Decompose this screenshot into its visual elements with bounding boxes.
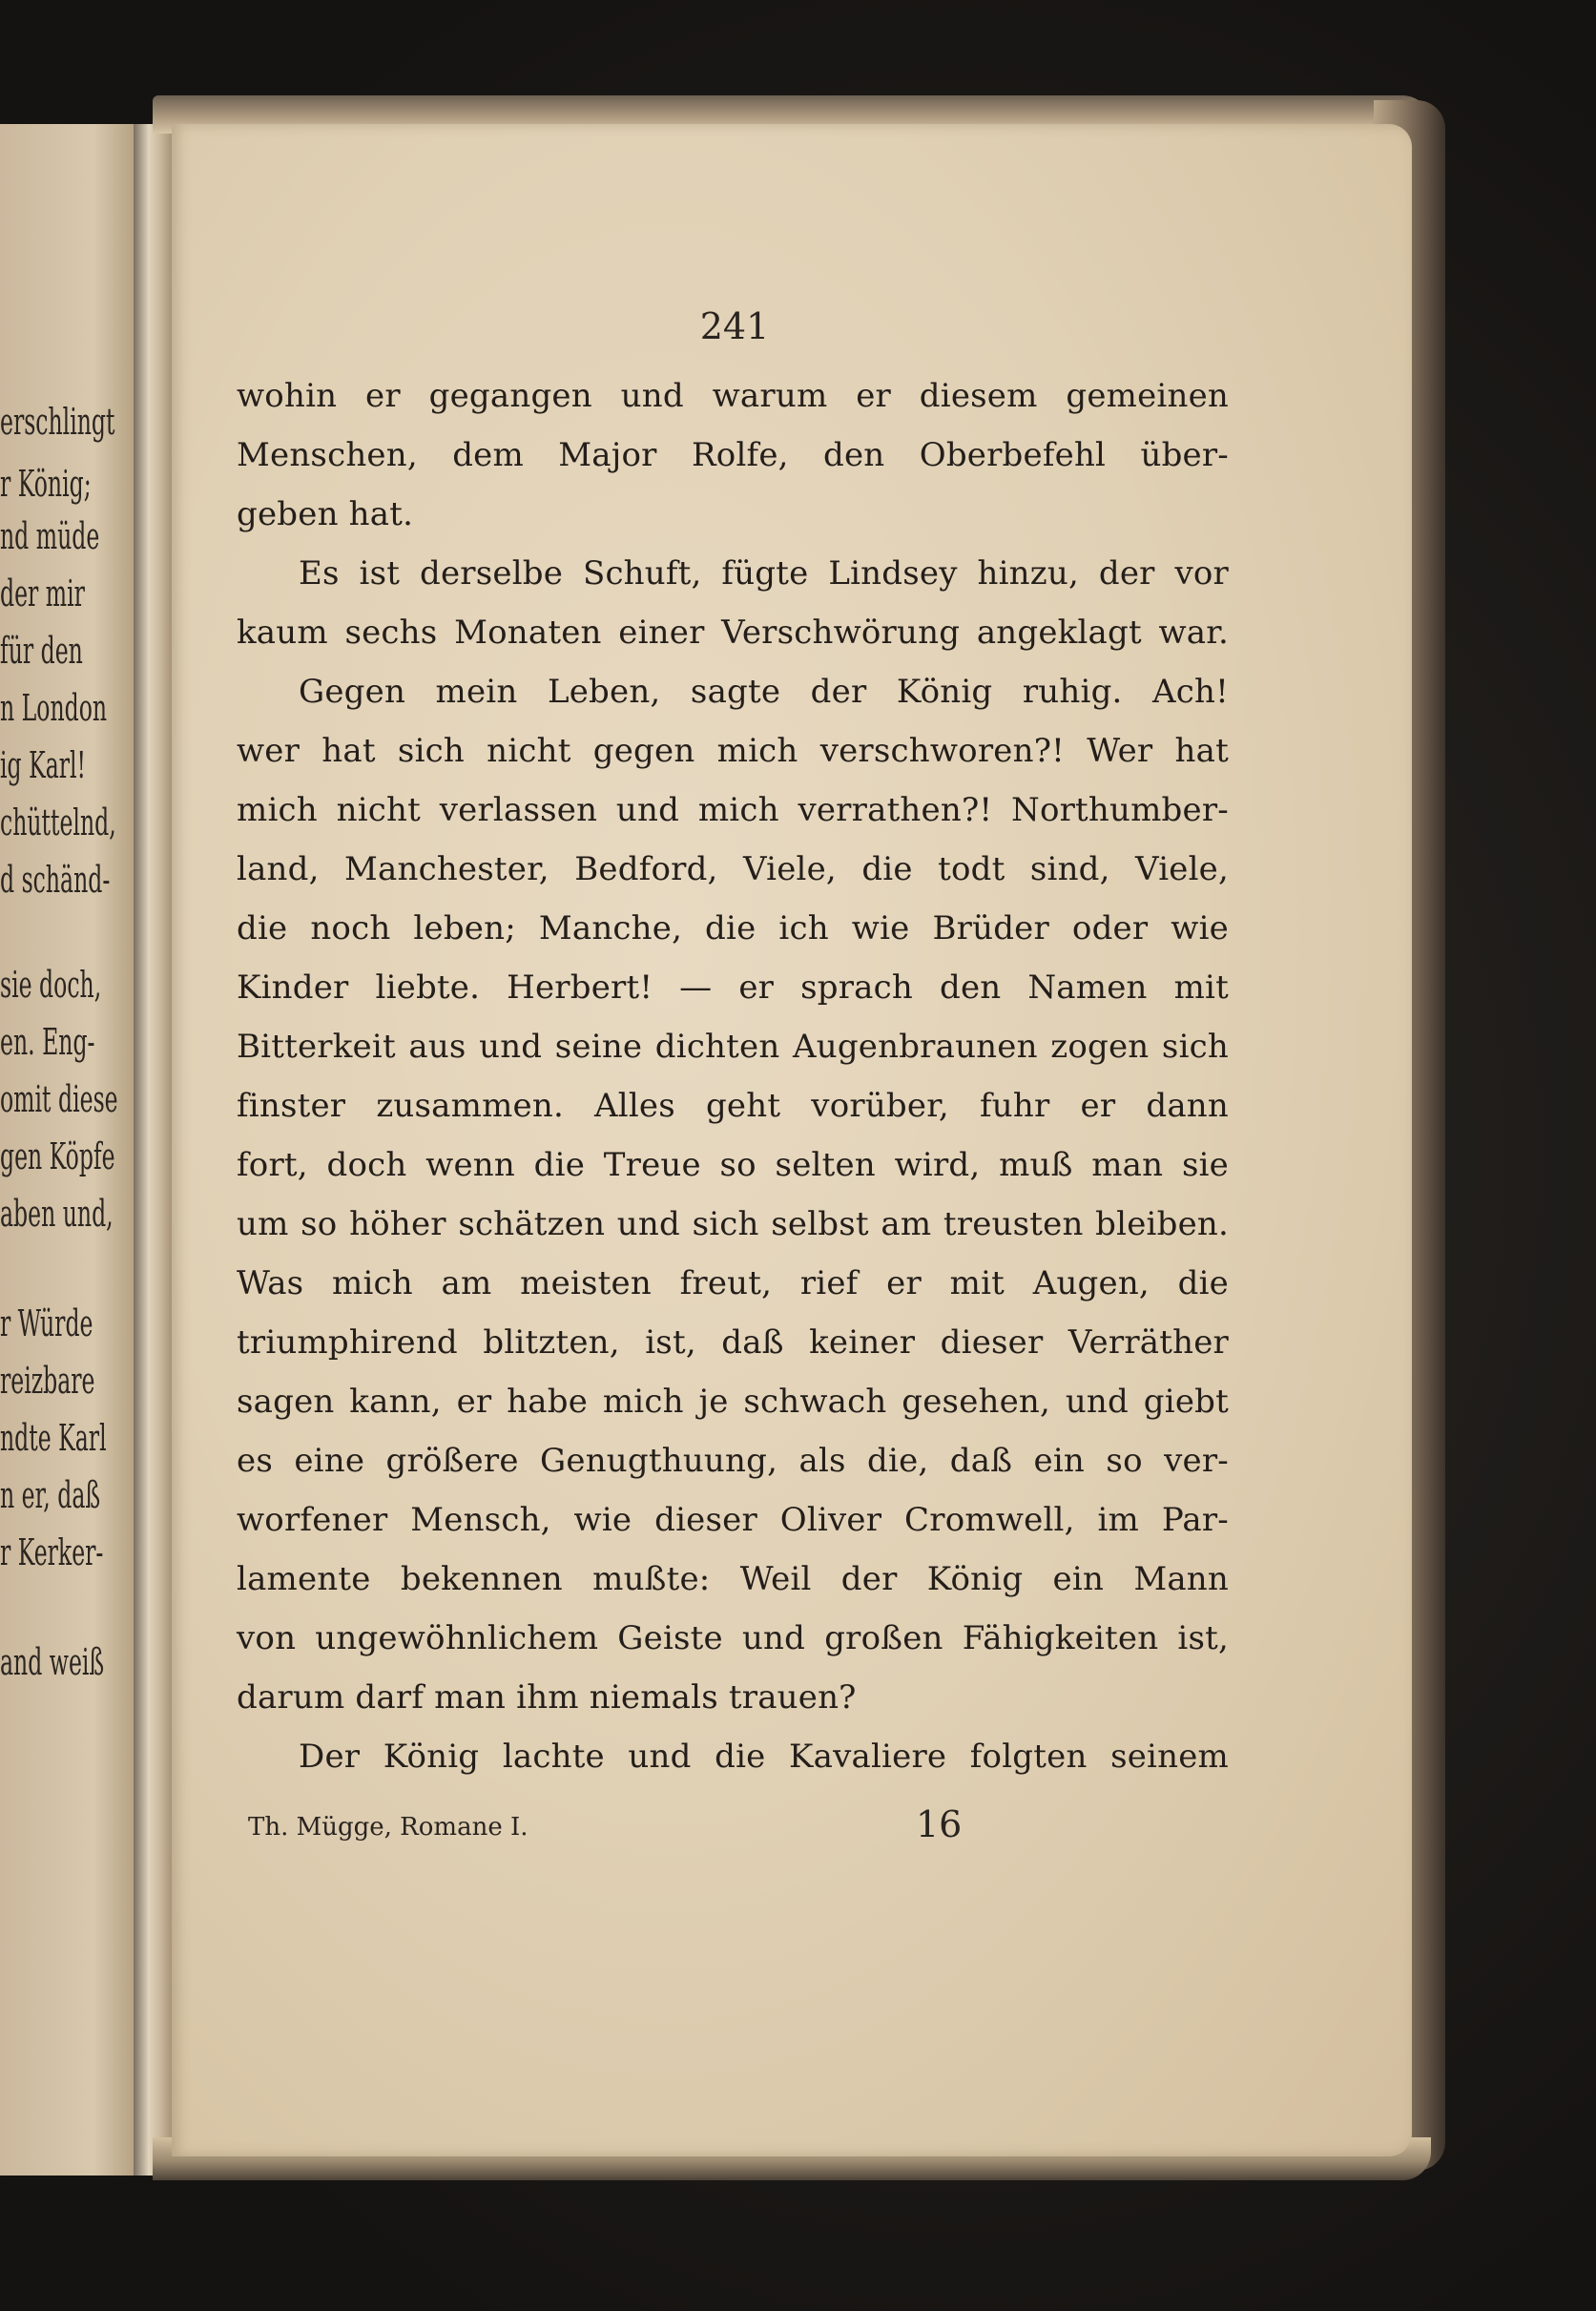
text-line: die noch leben; Manche, die ich wie Brüder oder wie <box>237 909 1229 947</box>
text-line: Was mich am meisten freut, rief er mit Augen, die <box>237 1264 1229 1302</box>
left-page-fragment: reizbare <box>0 1360 95 1402</box>
left-page-fragment: r König; <box>0 463 92 505</box>
left-page-fragment: für den <box>0 630 83 672</box>
book-page <box>172 124 1412 2156</box>
text-line: fort, doch wenn die Treue so selten wird, muß man sie <box>237 1146 1229 1184</box>
text-line: mich nicht verlassen und mich verrathen?! Northumber- <box>237 791 1229 829</box>
text-line: von ungewöhnlichem Geiste und großen Fähigkeiten ist, <box>237 1619 1229 1657</box>
left-page-fragment: der mir <box>0 573 85 614</box>
left-page-fragment: n London <box>0 687 108 729</box>
left-page-fragment: r Würde <box>0 1302 93 1344</box>
left-page-fragment: and weiß <box>0 1641 105 1683</box>
text-line: lamente bekennen mußte: Weil der König ein Mann <box>237 1560 1229 1598</box>
left-facing-page <box>0 124 134 2176</box>
text-line: wohin er gegangen und warum er diesem gemeinen <box>237 377 1229 415</box>
sheet-number: 16 <box>916 1803 963 1845</box>
left-page-fragment: ig Karl! <box>0 744 87 786</box>
left-page-fragment: omit diese <box>0 1078 118 1120</box>
left-page-fragment: ndte Karl <box>0 1417 107 1459</box>
left-page-fragment: aben und, <box>0 1193 114 1235</box>
text-line: es eine größere Genugthuung, als die, daß ein so ver- <box>237 1442 1229 1480</box>
text-line: um so höher schätzen und sich selbst am treusten bleiben. <box>237 1205 1229 1243</box>
text-line: Kinder liebte. Herbert! — er sprach den Namen mit <box>237 968 1229 1007</box>
left-page-fragment: nd müde <box>0 515 100 557</box>
text-line: wer hat sich nicht gegen mich verschworen?! Wer hat <box>237 732 1229 770</box>
text-line: land, Manchester, Bedford, Viele, die todt sind, Viele, <box>237 850 1229 888</box>
text-line: darum darf man ihm niemals trauen? <box>237 1678 857 1717</box>
left-page-fragment: gen Köpfe <box>0 1135 115 1177</box>
text-line: geben hat. <box>237 495 414 533</box>
left-page-fragment: en. Eng- <box>0 1021 95 1063</box>
left-page-fragment: r Kerker- <box>0 1531 104 1573</box>
text-line: triumphirend blitzten, ist, daß keiner dieser Verräther <box>237 1323 1229 1362</box>
left-page-fragment: chüttelnd, <box>0 802 116 843</box>
text-line: sagen kann, er habe mich je schwach gesehen, und giebt <box>237 1383 1229 1421</box>
left-page-fragment: n er, daß <box>0 1474 101 1516</box>
text-line: finster zusammen. Alles geht vorüber, fuhr er dann <box>237 1087 1229 1125</box>
left-page-fragment: erschlingt <box>0 401 115 443</box>
text-line: Der König lachte und die Kavaliere folgten seinem <box>299 1738 1229 1776</box>
text-line: kaum sechs Monaten einer Verschwörung angeklagt war. <box>237 614 1229 652</box>
page-number: 241 <box>699 305 770 347</box>
text-line: Gegen mein Leben, sagte der König ruhig. Ach! <box>299 673 1229 711</box>
left-page-fragment: d schänd- <box>0 859 111 901</box>
left-page-fragment: sie doch, <box>0 964 102 1006</box>
book-gutter <box>134 124 172 2176</box>
text-line: Bitterkeit aus und seine dichten Augenbraunen zogen sich <box>237 1028 1229 1066</box>
text-line: worfener Mensch, wie dieser Oliver Cromwell, im Par- <box>237 1501 1229 1539</box>
text-line: Menschen, dem Major Rolfe, den Oberbefehl über- <box>237 436 1229 474</box>
text-line: Es ist derselbe Schuft, fügte Lindsey hinzu, der vor <box>299 554 1229 593</box>
printer-signature: Th. Mügge, Romane I. <box>248 1813 529 1842</box>
